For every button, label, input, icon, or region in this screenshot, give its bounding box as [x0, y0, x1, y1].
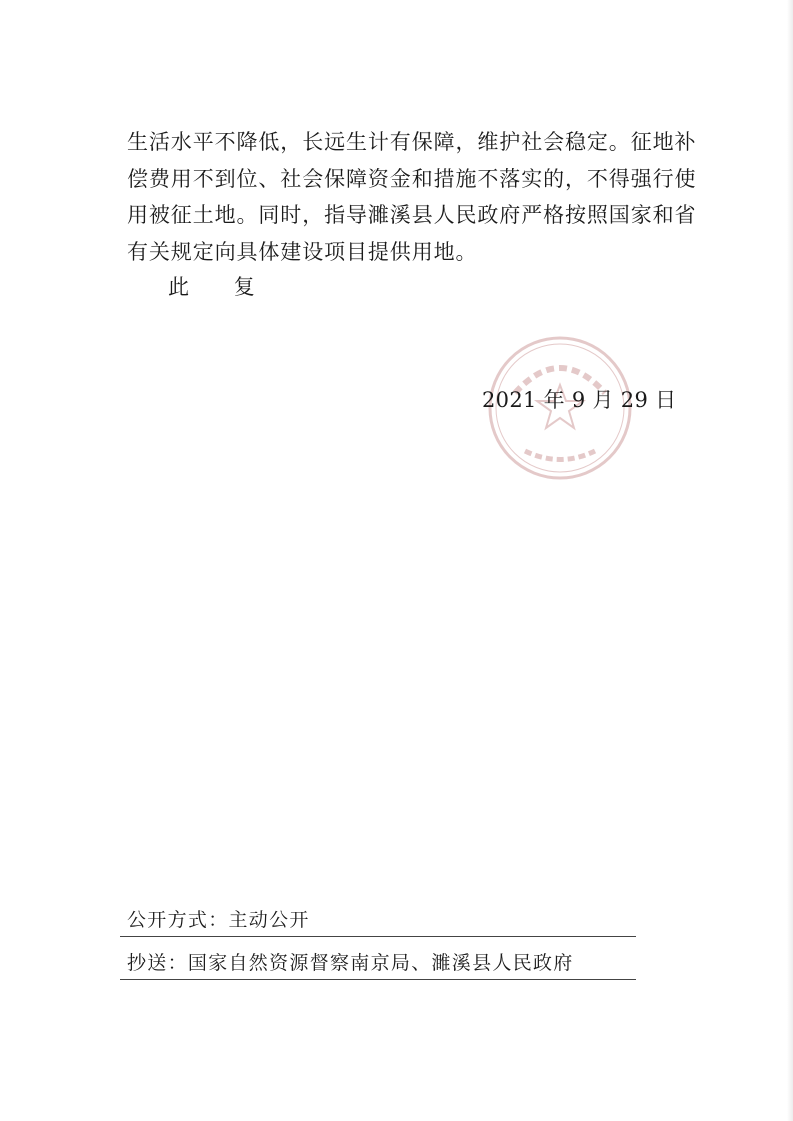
body-line: 生活水平不降低，长远生计有保障，维护社会稳定。征地补	[127, 130, 697, 154]
body-paragraph	[127, 124, 697, 271]
closing-char: 此	[168, 275, 189, 299]
footer-divider	[120, 936, 636, 937]
issue-date: 2021 年 9 月 29 日	[482, 388, 677, 412]
cc-recipients: 抄送：国家自然资源督察南京局、濉溪县人民政府	[127, 952, 574, 974]
body-line: 用被征土地。同时，指导濉溪县人民政府严格按照国家和省	[127, 203, 697, 228]
closing-phrase	[168, 272, 293, 302]
body-line: 偿费用不到位、社会保障资金和措施不落实的，不得强行使	[127, 166, 697, 191]
body-line: 有关规定向具体建设项目提供用地。	[127, 240, 478, 265]
disclosure-method: 公开方式：主动公开	[127, 909, 310, 931]
footer-divider	[120, 979, 636, 980]
scan-edge-shadow	[787, 0, 793, 1121]
closing-char: 复	[233, 275, 255, 299]
